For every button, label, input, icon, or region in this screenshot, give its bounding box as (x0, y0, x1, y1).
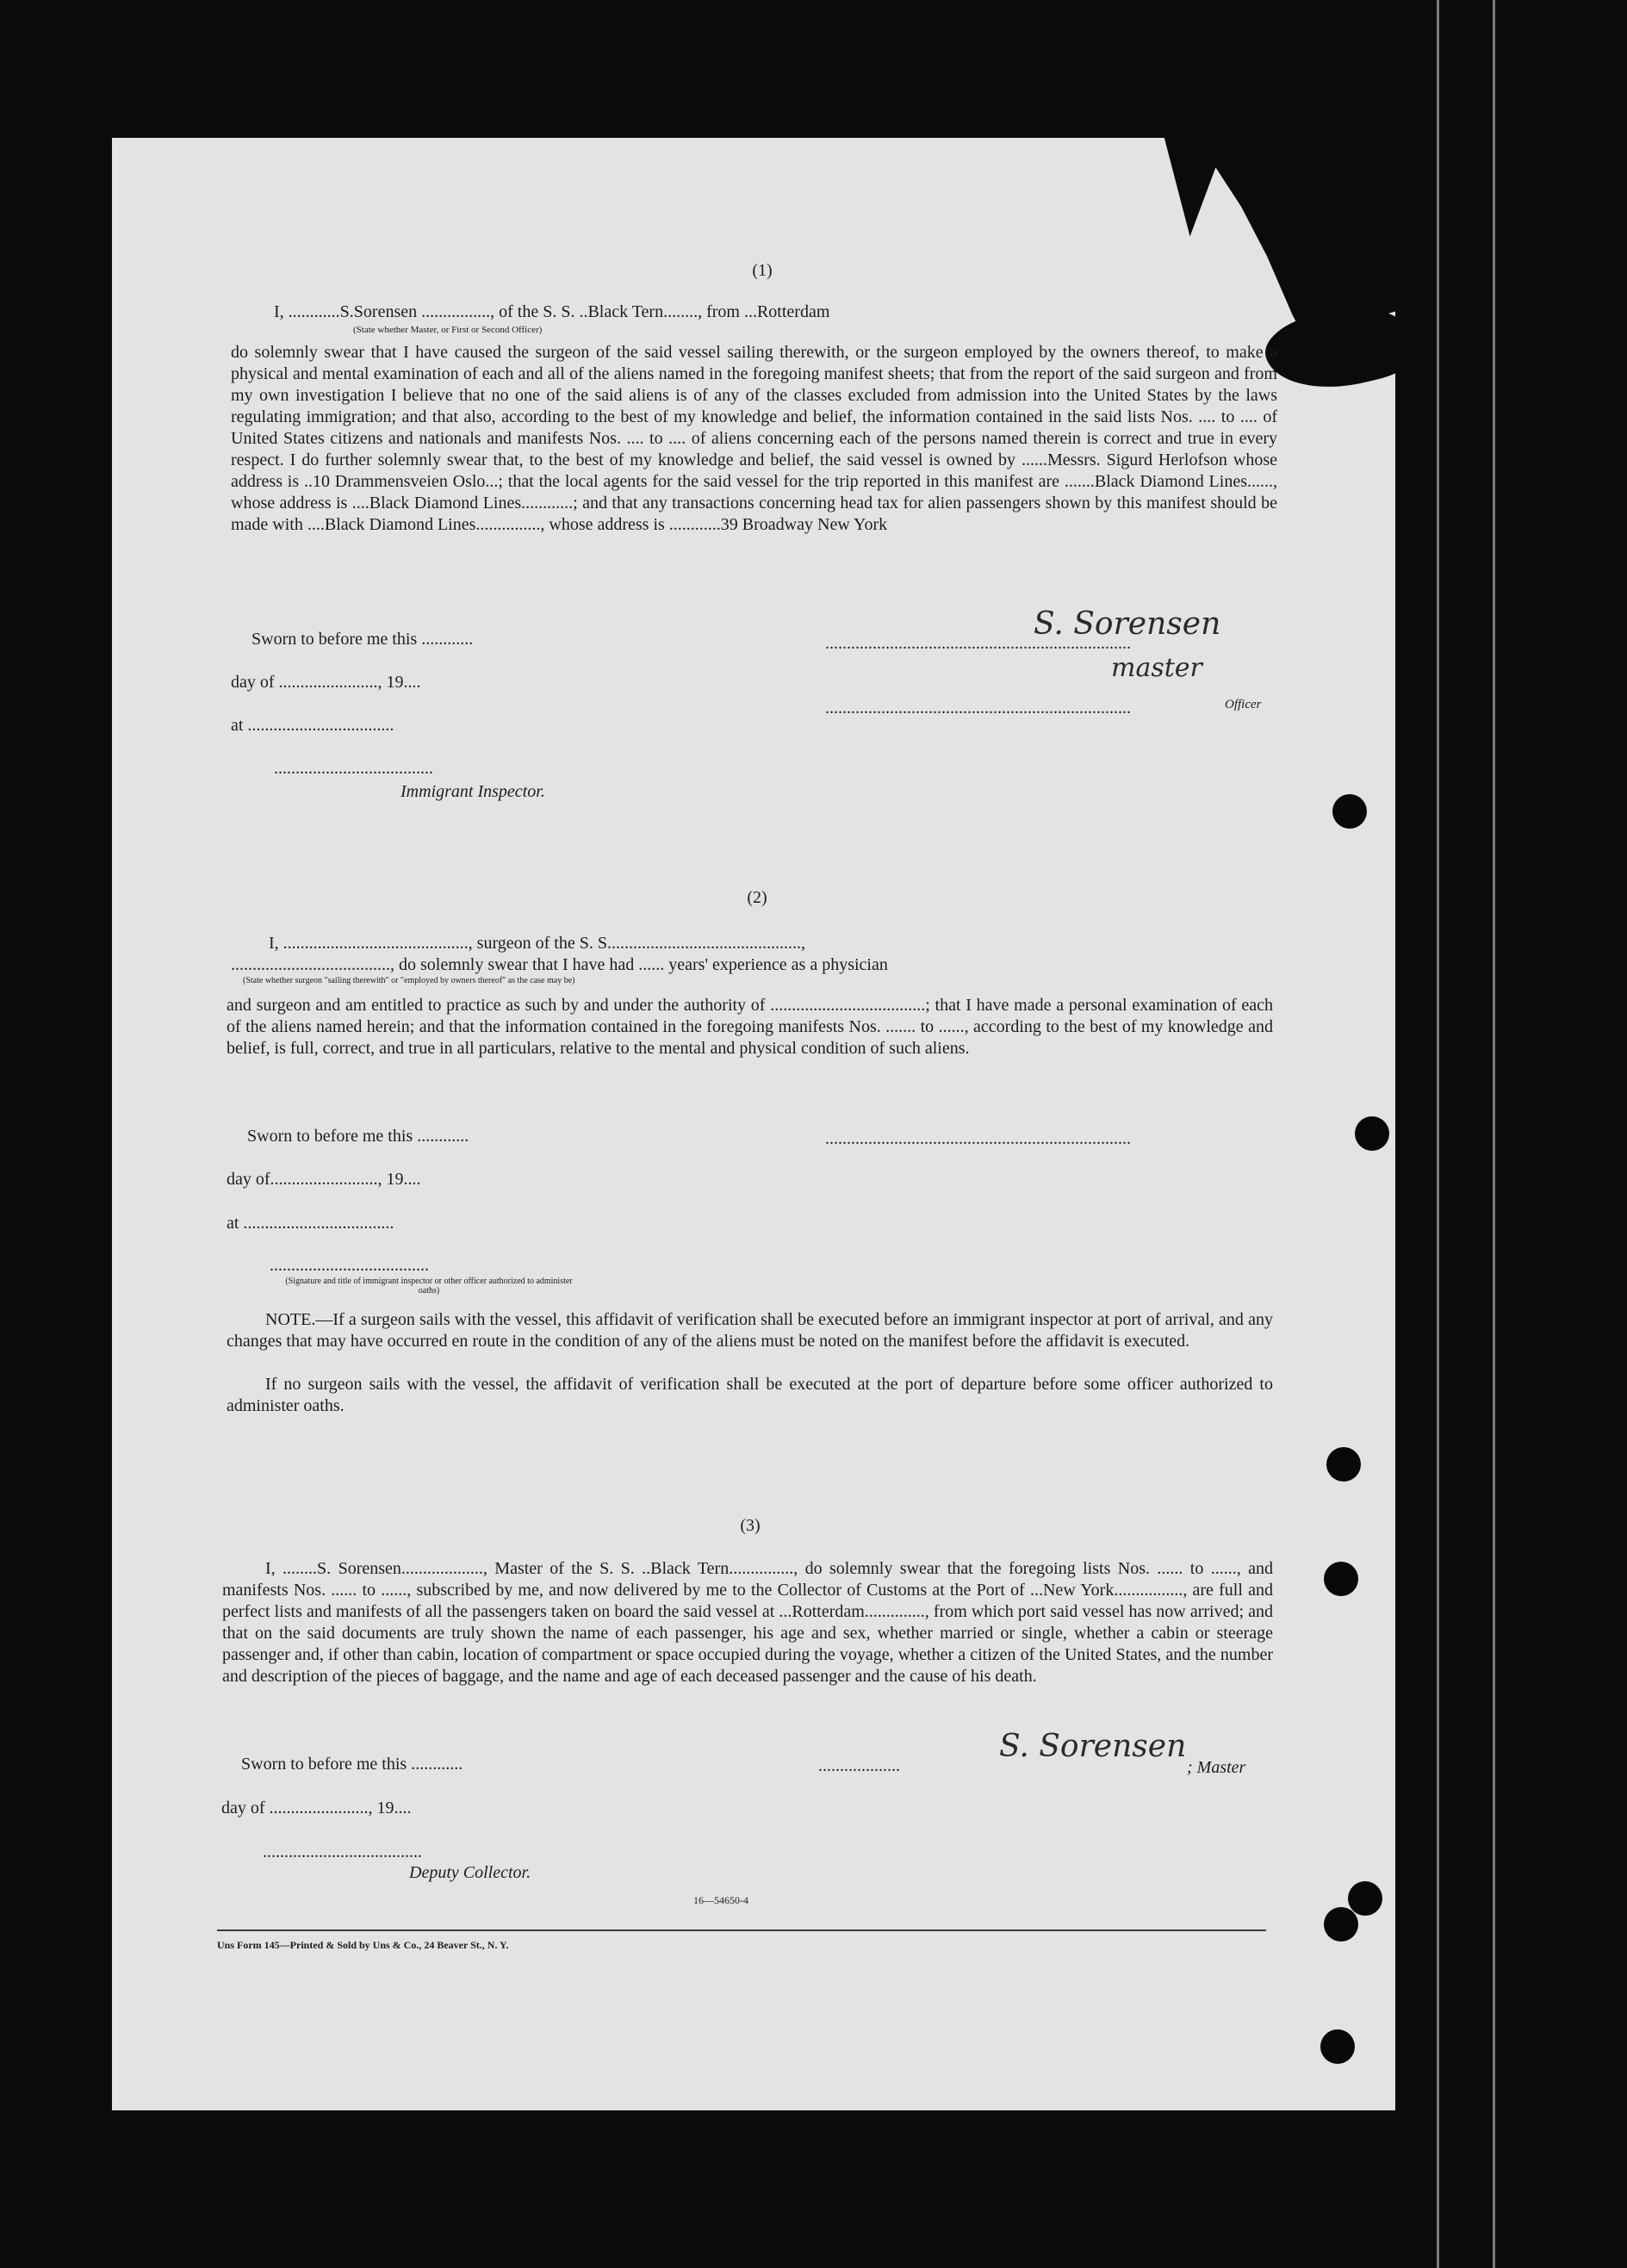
form-code: 16—54650-4 (693, 1894, 748, 1906)
master-signature: S. Sorensen (999, 1729, 1187, 1764)
day-line: day of ......................., 19.... (221, 1799, 412, 1818)
sworn-line: Sworn to before me this ............ (241, 1755, 463, 1774)
signature-line: ....................................................................... (825, 634, 1131, 653)
sworn-line: Sworn to before me this ............ (247, 1127, 469, 1146)
collector-title: Deputy Collector. (409, 1863, 531, 1882)
collector-signature-line: ..................................... (263, 1842, 422, 1861)
punch-hole (1326, 1447, 1361, 1482)
signature-line: ....................................................................... (825, 1129, 1131, 1148)
footer-rule (217, 1929, 1266, 1931)
surgeon-line: I, ..........................................., surgeon of the S. S............................................., (269, 934, 805, 953)
printer-credit: Uns Form 145—Printed & Sold by Uns & Co., 24 Beaver St., N. Y. (217, 1939, 509, 1951)
handwritten-master: master (1111, 653, 1202, 683)
punch-hole (1324, 1562, 1358, 1596)
punch-hole (1320, 2029, 1355, 2064)
punch-hole (1348, 1881, 1382, 1916)
at-line: at ................................... (227, 1214, 394, 1233)
master-signature: S. Sorensen (1034, 606, 1221, 642)
officer-line: ....................................................................... (825, 699, 1131, 718)
note-paragraph: If no surgeon sails with the vessel, the affidavit of verification shall be executed at the port of departure before some officer authorized to administer oaths. (227, 1375, 1273, 1415)
rank-caption: (State whether Master, or First or Second Officer) (353, 325, 543, 335)
note-paragraph: NOTE.—If a surgeon sails with the vessel, this affidavit of verification shall be executed before an immigrant inspector at port of arrival, and any changes that may have occurred en route in the condition of any of the aliens must be noted on the manifest before the affidavit is executed. (227, 1310, 1273, 1351)
section-number: (2) (747, 888, 767, 907)
master-list-oath-body: I, ........S. Sorensen..................., Master of the S. S. ..Black Tern..............., do solemnly swear that the foregoing lists Nos. ...... to ......, and manifests Nos. ...... to ......, subscribed by me, and now delivered by me to the Collector of Customs at the Port of ...New York................, are full and perfect lists and manifests of all the passengers taken on board the said vessel at ...Rotterdam.............., from which port said vessel has now arrived; and that on the said documents are truly shown the name of each passenger, his age and sex, whether married or single, whether a cabin or steerage passenger and, if other than cabin, location of compartment or space occupied during the voyage, whether a citizen of the United States, and the number and description of the pieces of baggage, and the name and age of each deceased passenger and the cause of his death. (222, 1559, 1273, 1686)
film-edge-line (1493, 0, 1495, 2268)
film-edge-line (1437, 0, 1439, 2268)
punch-hole (1355, 1116, 1389, 1151)
master-oath-body: do solemnly swear that I have caused the surgeon of the said vessel sailing therewith, or the surgeon employed by the owners thereof, to make a physical and mental examination of each and all of the aliens named in the foregoing manifest sheets; that from the report of the said surgeon and from my own investigation I believe that no one of the said aliens is of any of the classes excluded from admission into the United States by the laws regulating immigration; and that also, according to the best of my knowledge and belief, the information contained in the said lists Nos. .... to .... of United States citizens and nationals and manifests Nos. .... to .... of aliens concerning each of the persons named therein is correct and true in every respect. I do further solemnly swear that, to the best of my knowledge and belief, the said vessel is owned by ......Messrs. Sigurd Herlofson whose address is ..10 Drammensveien Oslo...; that the local agents for the said vessel for the trip reported in this manifest are .......Black Diamond Lines......, whose address is ....Black Diamond Lines............; and that any transactions concerning head tax for alien passengers shown by this manifest should be made with ....Black Diamond Lines..............., whose address is ............39 Broadway New York (231, 343, 1277, 534)
at-line: at .................................. (231, 716, 394, 735)
inspector-signature-line: ..................................... (274, 759, 433, 778)
inspector-title: Immigrant Inspector. (401, 782, 545, 801)
inspector-caption: (Signature and title of immigrant inspector or other officer authorized to administer oaths) (285, 1277, 573, 1296)
day-line: day of........................., 19.... (227, 1170, 421, 1189)
surgeon-experience-line: ....................................., do solemnly swear that I have had ...... years' experience as a physician (231, 955, 888, 974)
signature-line: ................... (818, 1756, 900, 1775)
section-number: (3) (740, 1516, 761, 1535)
sworn-line: Sworn to before me this ............ (252, 630, 474, 649)
inspector-signature-line: ..................................... (270, 1256, 429, 1275)
surgeon-oath-body: and surgeon and am entitled to practice as such by and under the authority of ....................................; that I have made a personal examination of each of the aliens named herein; and that the information contained in the foregoing manifests Nos. ....... to ......, according to the best of my knowledge and belief, is full, correct, and true in all particulars, relative to the mental and physical condition of such aliens. (227, 996, 1273, 1058)
punch-hole (1324, 1907, 1358, 1942)
surgeon-caption: (State whether surgeon "sailing therewith" or "employed by owners thereof" as the case may be) (243, 976, 575, 985)
master-oath-line: I, ............S.Sorensen ................, of the S. S. ..Black Tern........, from ...Rotterdam (274, 302, 830, 321)
officer-label: Officer (1225, 698, 1262, 711)
master-label: ; Master (1187, 1758, 1246, 1777)
day-line: day of ......................., 19.... (231, 673, 421, 692)
section-number: (1) (752, 261, 773, 280)
punch-hole (1332, 794, 1367, 829)
